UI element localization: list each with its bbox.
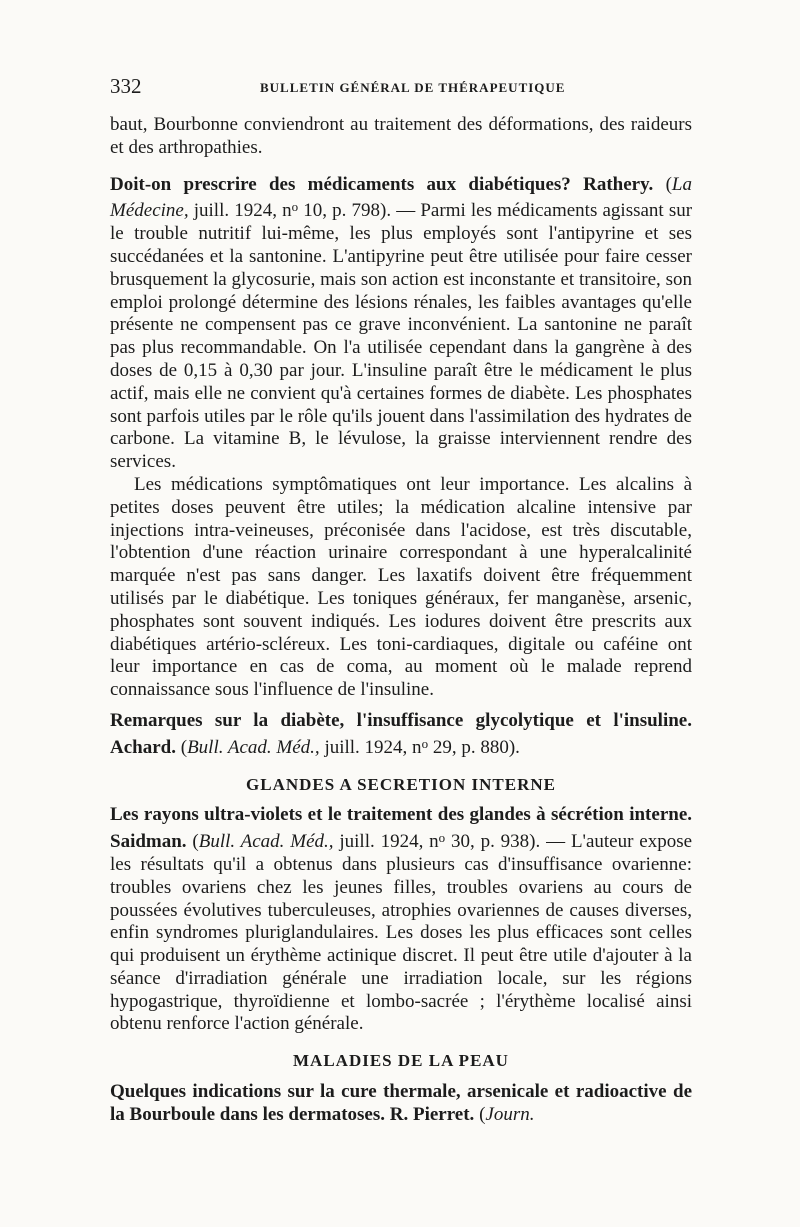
article-title: Les rayons ultra-violets et le traitement des glandes à sécrétion interne. Saidman.: [110, 804, 692, 853]
article-text: — Parmi les médicaments agissant sur le trouble nutritif lui-même, les plus employés sont l'antipyrine et ses succédanées et la santonine. L'antipyrine peut être utilisée pour faire cesser brusquement la glycosurie, mais son action est inconstante et transitoire, son emploi prolongé détermine des lésions rénales, les faibles avantages qu'elle présente ne compensent pas ce grave inconvénient. La santonine ne paraît pas plus recommandable. On l'a utilisée cependant dans la gangrène à des doses de 0,15 à 0,30 par jour. L'insuline paraît être le médicament le plus actif, mais elle ne convient qu'à certaines formes de diabète. Les phosphates sont parfois utiles par le rôle qu'ils jouent dans l'assimilation des hydrates de carbone. La vitamine B, le lévulose, la graisse interviennent rendre des services.: [110, 200, 693, 473]
reference: (Bull. Acad. Méd., juill. 1924, $n^o$ 29, p. 880).: [180, 735, 520, 758]
running-title: BULLETIN GÉNÉRAL DE THÉRAPEUTIQUE: [260, 80, 566, 95]
page-body: [110, 114, 692, 1127]
article-pierret: [110, 1081, 692, 1127]
article-diabetiques: [110, 174, 692, 702]
article-title: Doit-on prescrire des médicaments aux diabétiques? Rathery.: [110, 173, 654, 195]
reference: (La Médecine, juill. 1924, $n^o$ 10, p. 798).: [110, 173, 692, 222]
section-heading: MALADIES DE LA PEAU: [293, 1051, 509, 1071]
reference: (Bull. Acad. Méd., juill. 1924, $n^o$ 30, p. 938).: [192, 830, 541, 853]
article-paragraph: Les médications symptômatiques ont leur importance. Les alcalins à petites doses peuvent être utiles; la médication alcaline intensive par injections intra-veineuses, préconisée dans l'acidose, est très discutable, l'obtention d'une réaction urinaire correspondant à une hyperalcalinité marquée n'est pas sans danger. Les laxatifs doivent être fréquemment utilisés par le diabétique. Les toniques généraux, fer manganèse, arsenic, phosphates sont souvent indiqués. Les iodures doivent être prescrits aux diabétiques artério-scléreux. Les toni-cardiaques, digitale ou caféine ont leur importance en cas de coma, au moment où le malade reprend connaissance sous l'influence de l'insuline.: [110, 473, 692, 701]
article-saidman: [110, 804, 692, 1036]
reference: (Journ.: [479, 1103, 535, 1125]
page-header: [110, 74, 690, 100]
section-heading: GLANDES A SECRETION INTERNE: [246, 774, 556, 794]
article-continuation: baut, Bourbonne conviendront au traitement des déformations, des raideurs et des arthropathies.: [110, 114, 692, 158]
page-number: 332: [110, 74, 142, 98]
article-text: — L'auteur expose les résultats qu'il a obtenus dans plusieurs cas d'insuffisance ovarienne: troubles ovariens chez les jeunes filles, troubles ovariens au cours de poussées évolutives tuberculeuses, atrophies ovariennes de causes diverses, enfin syndromes pluriglandulaires. Les doses les plus efficaces sont celles qui produisent un érythème actinique discret. Il peut être utile d'ajouter à la séance d'irradiation générale une irradiation locale, sur les régions hypogastrique, thyroïdienne et lombo-sacrée ; l'érythème localisé ainsi obtenu renforce l'action générale.: [110, 831, 693, 1035]
article-title: Quelques indications sur la cure thermale, arsenicale et radioactive de la Bourboule dans les dermatoses. R. Pierret.: [110, 1081, 692, 1125]
article-title: Remarques sur la diabète, l'insuffisance glycolytique et l'insuline. Achard.: [110, 709, 692, 758]
article-achard: [110, 710, 692, 760]
